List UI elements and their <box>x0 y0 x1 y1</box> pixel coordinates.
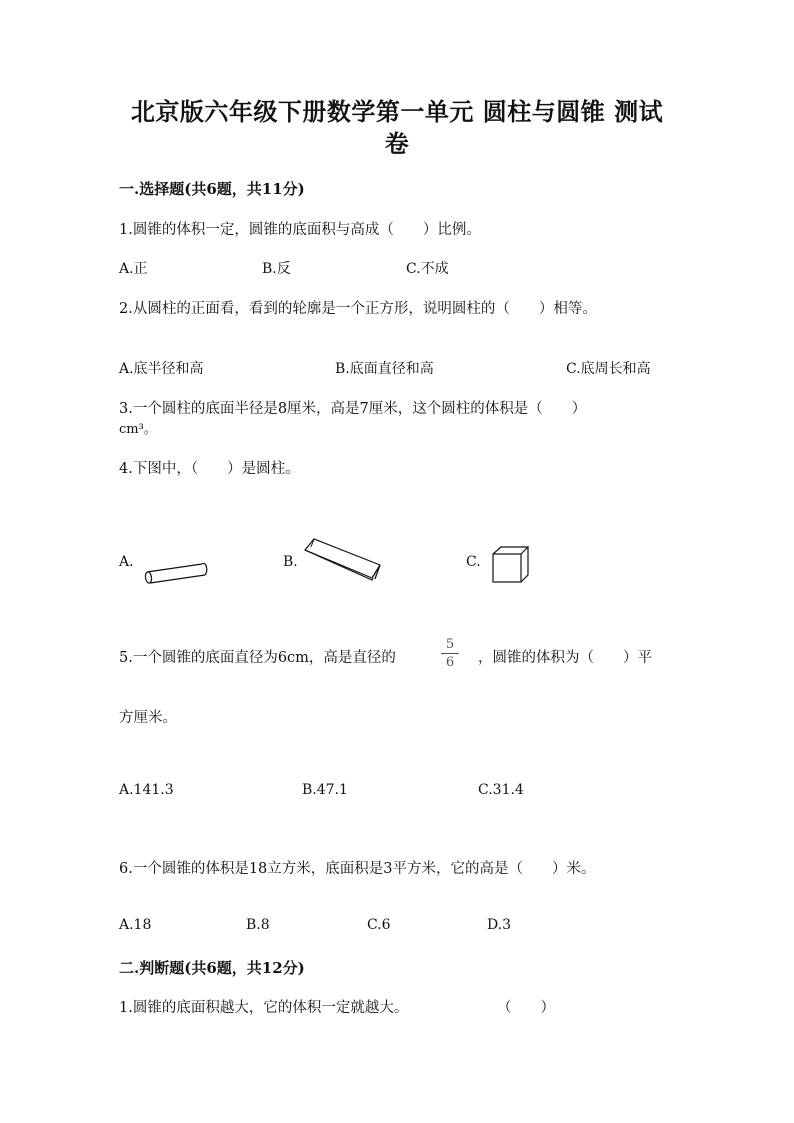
q5-option-b: B.47.1 <box>302 782 348 798</box>
cube-figure <box>490 545 532 585</box>
q6-option-b: B.8 <box>246 917 270 933</box>
section-heading-choice: 一.选择题(共6题，共11分) <box>119 180 305 198</box>
cylinder-figure <box>140 560 210 590</box>
q4-option-b: B. <box>283 554 298 570</box>
section-heading-judgement: 二.判断题(共6题，共12分) <box>119 959 305 977</box>
q6-option-d: D.3 <box>487 917 512 933</box>
question-1-text: 1.圆锥的体积一定，圆锥的底面积与高成（ ）比例。 <box>119 222 481 238</box>
q2-option-a: A.底半径和高 <box>119 361 204 377</box>
question-4-text: 4.下图中，（ ）是圆柱。 <box>119 461 300 477</box>
fraction-denominator: 6 <box>445 655 455 670</box>
q4-option-a: A. <box>119 554 134 570</box>
fraction-five-sixths <box>441 637 459 670</box>
question-5-part2: ，圆锥的体积为（ ）平 <box>478 650 652 666</box>
fraction-numerator: 5 <box>445 637 455 652</box>
q2-option-c: C.底周长和高 <box>566 361 651 377</box>
triangular-prism-figure <box>300 536 385 586</box>
q1-option-a: A.正 <box>119 261 148 277</box>
question-5-part1: 5.一个圆锥的底面直径为6cm，高是直径的 <box>119 650 396 666</box>
judgement-1-answer-paren: （ ） <box>497 1000 555 1016</box>
q6-option-a: A.18 <box>119 917 152 933</box>
page-title: 北京版六年级下册数学第一单元 圆柱与圆锥 测试卷 <box>130 97 664 158</box>
question-5-line2: 方厘米。 <box>119 710 177 726</box>
question-6-text: 6.一个圆锥的体积是18立方米，底面积是3平方米，它的高是（ ）米。 <box>119 861 596 877</box>
q5-option-a: A.141.3 <box>119 782 174 798</box>
question-2-text: 2.从圆柱的正面看，看到的轮廓是一个正方形，说明圆柱的（ ）相等。 <box>119 301 597 317</box>
q1-option-c: C.不成 <box>406 261 449 277</box>
q4-option-c: C. <box>466 554 481 570</box>
question-3-line2: cm³。 <box>119 422 157 437</box>
question-3-line1: 3.一个圆柱的底面半径是8厘米，高是7厘米，这个圆柱的体积是（ ） <box>119 401 587 417</box>
judgement-1-text: 1.圆锥的底面积越大，它的体积一定就越大。 <box>119 1000 409 1016</box>
q1-option-b: B.反 <box>262 261 291 277</box>
q5-option-c: C.31.4 <box>478 782 524 798</box>
q2-option-b: B.底面直径和高 <box>335 361 434 377</box>
q6-option-c: C.6 <box>367 917 391 933</box>
